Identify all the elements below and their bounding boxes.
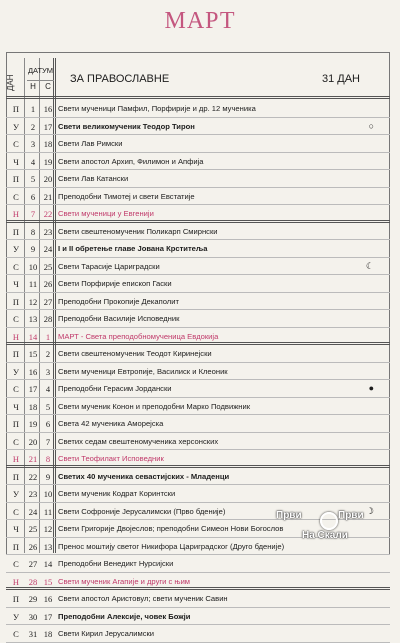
row-feast-text: Света 42 мученика Аморејска — [58, 419, 164, 428]
row-old-date: 2 — [45, 349, 51, 359]
calendar-row — [6, 590, 390, 608]
row-feast-text: Свети Григорије Двојеслов; преподобни Симеон Нови Богослов — [58, 524, 284, 533]
row-old-date: 14 — [43, 559, 53, 569]
row-day: Н — [12, 454, 20, 464]
row-day: У — [12, 121, 20, 132]
logo-text-bottom: На Скали — [302, 530, 348, 541]
header-datum-divider — [27, 80, 54, 81]
header-datum-label: ДАТУМ — [27, 66, 54, 75]
row-new-date: 15 — [28, 349, 38, 359]
row-day: С — [13, 629, 19, 639]
header-title: ЗА ПРАВОСЛАВНЕ — [70, 73, 170, 85]
calendar-row — [6, 223, 390, 241]
row-feast-text: Свети Кирил Јерусалимски — [58, 629, 155, 638]
calendar-row — [6, 153, 390, 171]
calendar-row — [6, 555, 390, 573]
row-new-date: 23 — [28, 489, 38, 499]
row-new-date: 13 — [28, 314, 38, 324]
row-new-date: 12 — [28, 296, 38, 307]
row-old-date: 17 — [43, 611, 53, 622]
row-new-date: 28 — [28, 576, 38, 587]
row-old-date: 6 — [45, 419, 51, 429]
row-old-date: 16 — [43, 594, 53, 604]
row-feast-text: I и II обретење главе Јована Крститеља — [58, 244, 208, 253]
row-feast-text: Свети мученици Памфил, Порфирије и др. 12 мученика — [58, 104, 256, 113]
logo-text-left: Први — [276, 510, 302, 521]
row-old-date: 17 — [43, 121, 53, 132]
row-day: У — [12, 611, 20, 622]
row-old-date: 18 — [43, 139, 53, 149]
row-new-date: 21 — [28, 454, 38, 464]
row-feast-text: Преподобни Тимотеј и свети Евстатије — [58, 191, 195, 201]
row-feast-text: Преподобни Василије Исповедник — [58, 314, 180, 323]
row-day: С — [13, 261, 19, 272]
row-day: С — [13, 506, 19, 517]
row-day: С — [13, 436, 19, 447]
row-new-date: 27 — [28, 559, 38, 569]
header-new-label: Н — [30, 82, 36, 91]
row-feast-text: Свети свештеномученик Теодот Киринејски — [58, 349, 212, 358]
row-day: Н — [12, 331, 20, 342]
row-day: У — [12, 489, 20, 499]
row-new-date: 2 — [30, 121, 36, 132]
row-new-date: 7 — [30, 209, 36, 219]
row-new-date: 10 — [28, 261, 38, 272]
row-day: Ч — [13, 156, 19, 167]
row-day: У — [12, 244, 20, 254]
row-old-date: 25 — [43, 261, 53, 272]
row-feast-text: Свети мученици Евтропије, Василиск и Клеоник — [58, 366, 228, 376]
row-new-date: 8 — [30, 226, 36, 237]
row-new-date: 19 — [28, 419, 38, 429]
calendar-row — [6, 363, 390, 381]
row-feast-text: Свети апостол Архип, Филимон и Апфија — [58, 156, 204, 166]
calendar-row — [6, 625, 390, 643]
row-new-date: 18 — [28, 401, 38, 412]
row-old-date: 23 — [43, 226, 53, 237]
row-day: С — [13, 384, 19, 394]
row-feast-text: Свети Лав Катански — [58, 174, 129, 183]
row-feast-text: Преподобни Герасим Јордански — [58, 384, 172, 393]
calendar-row — [6, 345, 390, 363]
row-new-date: 1 — [30, 104, 36, 114]
row-old-date: 7 — [45, 436, 51, 447]
row-day: П — [12, 594, 20, 604]
row-new-date: 22 — [28, 471, 38, 482]
header-day-count: 31 ДАН — [321, 73, 360, 85]
row-feast-text: Свети Тарасије Цариградски — [58, 261, 160, 271]
row-day: Н — [12, 576, 20, 587]
row-feast-text: Преподобни Прокопије Декаполит — [58, 296, 179, 306]
row-day: П — [12, 349, 20, 359]
moon-phase-icon: ☾ — [365, 260, 374, 271]
row-old-date: 9 — [45, 471, 51, 482]
calendar-row — [6, 433, 390, 451]
row-day: Ч — [13, 279, 19, 289]
row-old-date: 4 — [45, 384, 51, 394]
row-feast-text: Свети Порфирије епископ Гаски — [58, 279, 172, 288]
row-old-date: 10 — [43, 489, 53, 499]
row-feast-text: Преподобни Венедикт Нурсијски — [58, 559, 174, 568]
calendar-row — [6, 380, 390, 398]
calendar-row — [6, 188, 390, 206]
row-new-date: 31 — [28, 629, 38, 639]
row-new-date: 25 — [28, 524, 38, 534]
month-title: МАРТ — [164, 8, 236, 34]
moon-phase-icon: ○ — [368, 120, 374, 131]
row-day: Ч — [13, 524, 19, 534]
row-feast-text: Светих седам свештеномученика херсонских — [58, 436, 219, 446]
row-day: П — [12, 471, 20, 482]
calendar-row — [6, 415, 390, 433]
moon-phase-icon: ● — [368, 383, 374, 393]
row-day: П — [12, 174, 20, 184]
row-old-date: 28 — [43, 314, 53, 324]
row-feast-text: Свети мученици у Евгенији — [58, 209, 154, 218]
row-new-date: 9 — [30, 244, 36, 254]
row-day: П — [12, 419, 20, 429]
calendar-row — [6, 275, 390, 293]
row-feast-text: Свети мученик Агапије и други с њим — [58, 576, 191, 586]
logo-seal-icon — [320, 512, 338, 530]
calendar-row — [6, 135, 390, 153]
row-day: Н — [12, 209, 20, 219]
row-old-date: 1 — [45, 331, 51, 342]
row-new-date: 11 — [28, 279, 38, 289]
row-old-date: 27 — [43, 296, 53, 307]
row-old-date: 24 — [43, 244, 53, 254]
row-old-date: 20 — [43, 174, 53, 184]
row-feast-text: Свети мученик Кодрат Коринтски — [58, 489, 176, 498]
row-new-date: 17 — [28, 384, 38, 394]
row-new-date: 3 — [30, 139, 36, 149]
calendar-row — [6, 328, 390, 346]
row-old-date: 13 — [43, 541, 53, 552]
row-new-date: 30 — [28, 611, 38, 622]
row-day: С — [13, 191, 19, 202]
row-day: С — [13, 139, 19, 149]
row-old-date: 11 — [43, 506, 53, 517]
watermark-logo — [268, 505, 380, 548]
row-old-date: 19 — [43, 156, 53, 167]
row-day: У — [12, 366, 20, 377]
row-day: С — [13, 314, 19, 324]
row-day: С — [13, 559, 19, 569]
row-new-date: 5 — [30, 174, 36, 184]
header-old-label: С — [45, 82, 51, 91]
row-feast-text: Свети Лав Римски — [58, 139, 123, 148]
calendar-row — [6, 240, 390, 258]
row-old-date: 3 — [45, 366, 51, 377]
row-new-date: 6 — [30, 191, 36, 202]
row-feast-text: Свети великомученик Теодор Тирон — [58, 121, 195, 131]
calendar-row — [6, 258, 390, 276]
row-old-date: 16 — [43, 104, 53, 114]
row-feast-text: Свети Теофилакт Исповедник — [58, 454, 164, 463]
row-feast-text: Пренос моштију светог Никифора Цариградског (Друго бденије) — [58, 541, 285, 551]
row-old-date: 18 — [43, 629, 53, 639]
row-day: П — [12, 296, 20, 307]
row-old-date: 21 — [43, 191, 53, 202]
calendar-row — [6, 118, 390, 136]
row-old-date: 22 — [43, 209, 53, 219]
logo-text-right: Први — [338, 510, 364, 521]
calendar-row — [6, 310, 390, 328]
row-new-date: 16 — [28, 366, 38, 377]
calendar-row — [6, 205, 390, 223]
row-new-date: 14 — [28, 331, 38, 342]
calendar-row — [6, 608, 390, 626]
row-new-date: 29 — [28, 594, 38, 604]
row-new-date: 20 — [28, 436, 38, 447]
calendar-rows — [6, 100, 390, 643]
row-old-date: 15 — [43, 576, 53, 587]
row-feast-text: МАРТ - Света преподобномученица Евдокија — [58, 331, 219, 341]
calendar-row — [6, 398, 390, 416]
row-new-date: 24 — [28, 506, 38, 517]
row-feast-text: Свети свештеномученик Поликарп Смирнски — [58, 226, 218, 236]
row-day: П — [12, 541, 20, 552]
row-old-date: 26 — [43, 279, 53, 289]
calendar-row — [6, 450, 390, 468]
header-divider — [6, 96, 390, 99]
calendar-row — [6, 468, 390, 486]
row-feast-text: Светих 40 мученика севастијских - Младенци — [58, 471, 230, 481]
row-day: П — [12, 104, 20, 114]
row-new-date: 26 — [28, 541, 38, 552]
row-feast-text: Свети апостол Аристовул; свети мученик Савин — [58, 594, 228, 603]
row-feast-text: Свети Софроније Јерусалимски (Прво бденије) — [58, 506, 226, 516]
header-day-label: ДАН — [6, 74, 15, 92]
row-day: Ч — [13, 401, 19, 412]
row-new-date: 4 — [30, 156, 36, 167]
moon-phase-icon: ☽ — [365, 505, 374, 516]
row-day: П — [12, 226, 20, 237]
calendar-row — [6, 485, 390, 503]
calendar-row — [6, 573, 390, 591]
calendar-row — [6, 293, 390, 311]
row-old-date: 12 — [43, 524, 53, 534]
calendar-row — [6, 170, 390, 188]
row-feast-text: Свети мученик Конон и преподобни Марко Подвижник — [58, 401, 251, 411]
calendar-row — [6, 100, 390, 118]
row-old-date: 8 — [45, 454, 51, 464]
row-old-date: 5 — [45, 401, 51, 412]
row-feast-text: Преподобни Алексије, човек Божји — [58, 611, 191, 621]
